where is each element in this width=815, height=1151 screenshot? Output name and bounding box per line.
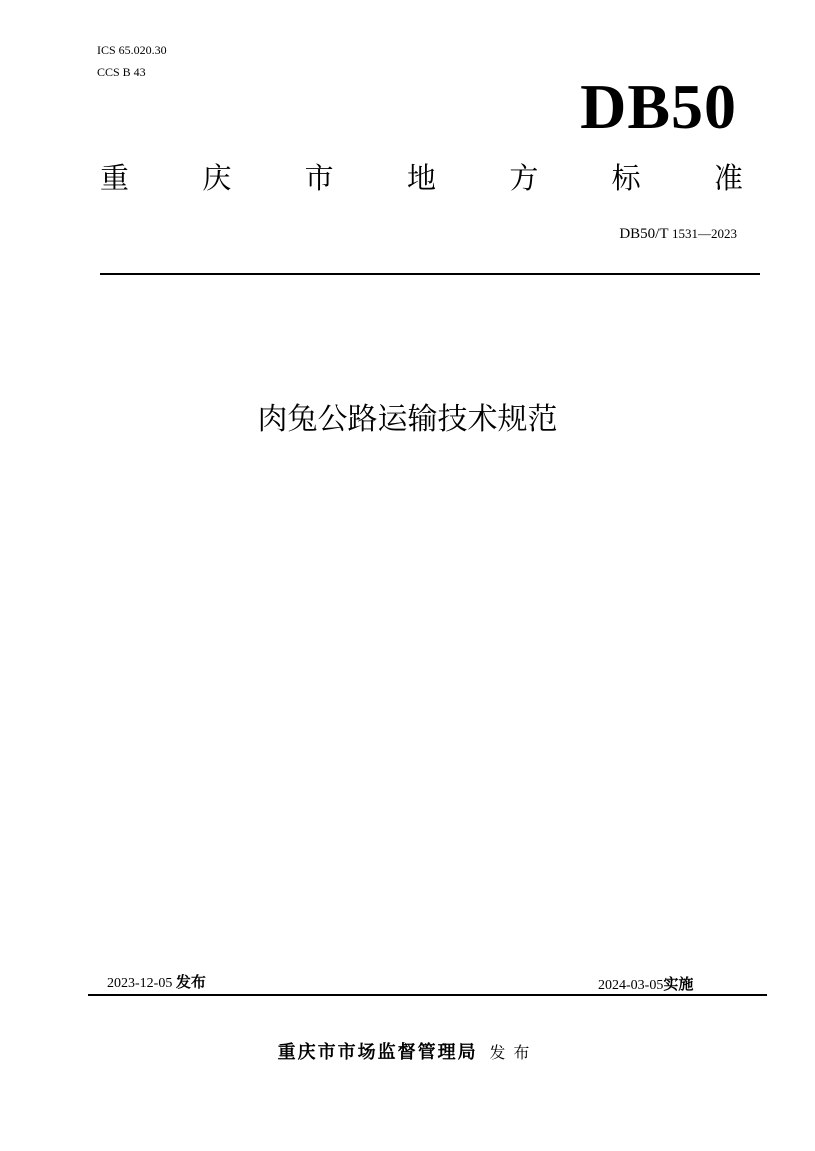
standard-type-char: 标 — [611, 161, 641, 195]
ics-code: ICS 65.020.30 — [97, 43, 167, 57]
standard-type-char: 庆 — [202, 161, 232, 195]
publish-date: 2023-12-05 — [107, 976, 173, 991]
implement-label: 实施 — [663, 975, 694, 993]
implement-date: 2024-03-05 — [598, 978, 664, 993]
publish-label: 发布 — [175, 973, 206, 991]
standard-logo: DB50 — [580, 71, 737, 142]
standard-type-char: 重 — [100, 161, 130, 195]
header-divider — [100, 273, 760, 275]
ccs-code: CCS B 43 — [97, 65, 146, 79]
standard-type-char: 市 — [304, 161, 334, 195]
standard-type-char: 方 — [509, 161, 539, 195]
implement-info — [598, 974, 693, 996]
publish-info — [107, 972, 206, 994]
standard-number — [619, 224, 737, 244]
standard-type-char: 准 — [713, 161, 743, 195]
publisher-line — [0, 1040, 815, 1066]
publisher-action: 发布 — [489, 1043, 538, 1062]
standard-number-value: 1531—2023 — [672, 226, 737, 241]
standard-number-code: DB50/T — [619, 226, 669, 242]
document-title: 肉兔公路运输技术规范 — [257, 402, 558, 437]
standard-type-char: 地 — [406, 161, 436, 195]
footer-divider — [88, 994, 767, 996]
publisher-organization: 重庆市市场监督管理局 — [277, 1042, 478, 1063]
standard-type-heading — [100, 158, 743, 198]
